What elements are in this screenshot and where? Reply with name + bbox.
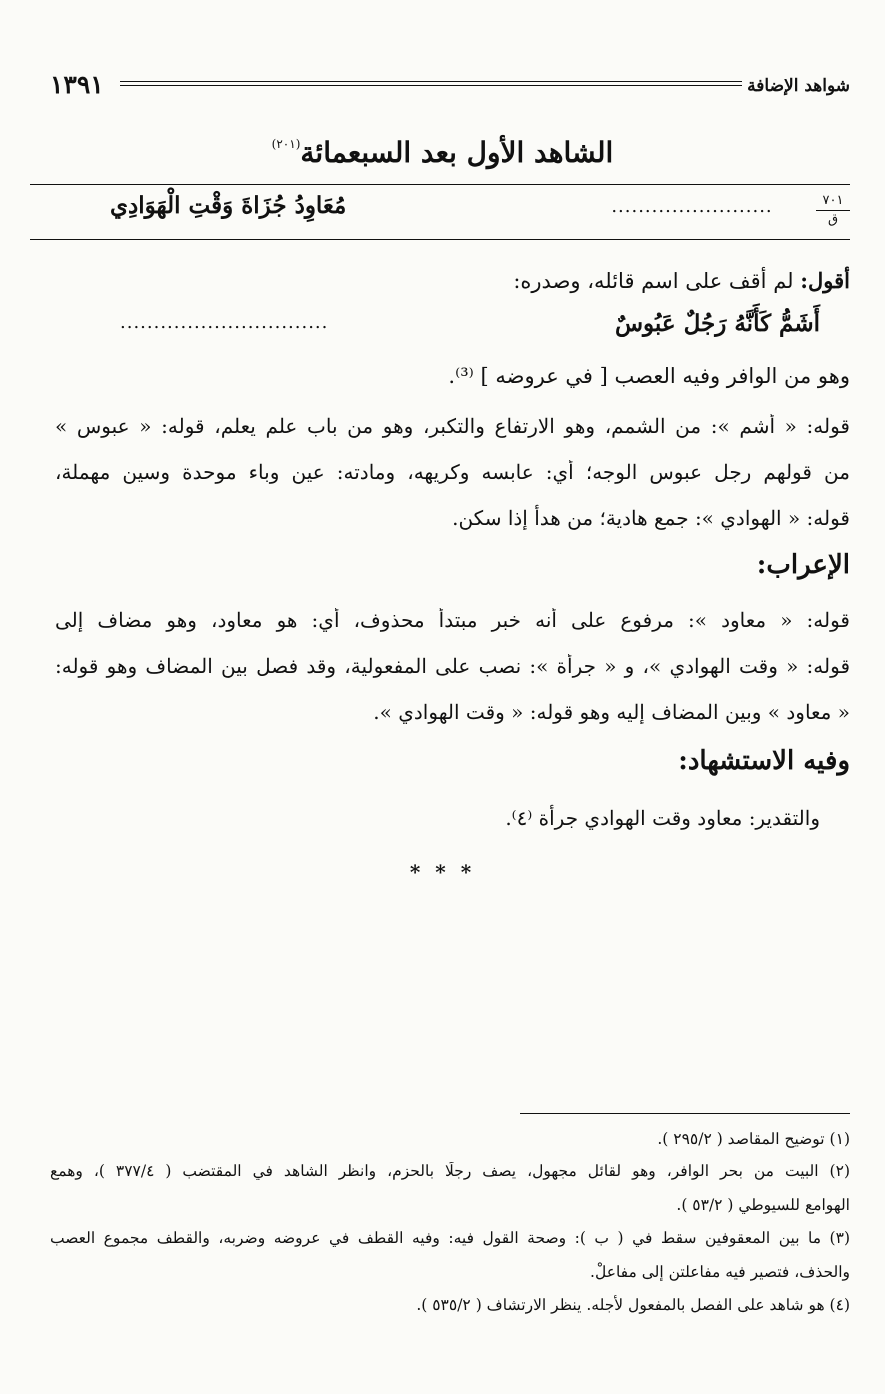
irab-heading: الإعراب: [756, 550, 850, 580]
footnote-rule [520, 1113, 850, 1114]
vocab-line-2: من قولهم رجل عبوس الوجه؛ أي: عابسه وكريهه، ومادته: عين وباء موحدة وسين مهملة، [55, 460, 850, 484]
poem-text: أَشَمُّ كَأَنَّهُ رَجُلٌ عَبُوسٌ [614, 310, 820, 337]
vocab-line-1: قوله: « أشم »: من الشمم، وهو الارتفاع والتكبر، وهو من باب علم يعلم، قوله: « عبوس » [55, 414, 850, 438]
irab-line-2: قوله: « وقت الهوادي »، و « جرأة »: نصب على المفعولية، وقد فصل بين المضاف وهو قوله: [55, 654, 850, 678]
section-title-text: الشاهد الأول بعد السبعمائة [300, 136, 614, 169]
footnote-2-line-2: الهوامع للسيوطي ( ٥٣/٢ ). [676, 1196, 850, 1214]
running-header [50, 70, 850, 100]
page-number: ١٣٩١ [50, 70, 104, 99]
verse-header [30, 188, 850, 240]
verse-top-rule [30, 184, 850, 185]
poem-dots: ............................... [120, 312, 329, 333]
irab-line-3: « معاود » وبين المضاف إليه وهو قوله: « وقت الهوادي ». [373, 700, 850, 724]
verse-bottom-rule [30, 239, 850, 240]
verse-text: مُعَاوِدُ جُزَاةَ وَقْتِ الْهَوَادِي [110, 192, 347, 219]
poem-line [60, 310, 820, 346]
meter-line: وهو من الوافر وفيه العصب [ في عروضه ] ⁽³⁾. [448, 364, 850, 388]
irab-line-1: قوله: « معاود »: مرفوع على أنه خبر مبتدأ محذوف، أي: هو معاود، وهو مضاف إلى [55, 608, 850, 632]
verse-dots: ........................ [611, 196, 773, 217]
running-title: شواهد الإضافة [747, 76, 850, 96]
intro-text: لم أقف على اسم قائله، وصدره: [513, 269, 794, 293]
verse-number-main: ٧٠١ [816, 194, 850, 211]
section-title [0, 136, 885, 169]
footnote-3-line-1: (٣) ما بين المعقوفين سقط في ( ب ): وصحة القول فيه: وفيه القطف في عروضه وضربه، والقطف مجموع العصب [50, 1229, 850, 1247]
footnote-2-line-1: (٢) البيت من بحر الوافر، وهو لقائل مجهول، يصف رجلًا بالحزم، وانظر الشاهد في المقتضب ( ٣٧٧/٤ )، وهمع [50, 1162, 850, 1180]
intro-label: أقول: [800, 268, 850, 293]
istishhad-line: والتقدير: معاود وقت الهوادي جرأة ⁽٤⁾. [505, 806, 820, 830]
footnote-4: (٤) هو شاهد على الفصل بالمفعول لأجله. ينظر الارتشاف ( ٥٣٥/٢ ). [416, 1296, 850, 1314]
footnote-3-line-2: والحذف، فتصير فيه مفاعلتن إلى مفاعلْ. [590, 1263, 850, 1281]
istishhad-heading: وفيه الاستشهاد: [678, 746, 850, 776]
header-double-rule [120, 81, 742, 86]
section-separator: * * * [409, 860, 476, 884]
verse-number-sub: ق [827, 212, 839, 227]
vocab-line-3: قوله: « الهوادي »: جمع هادية؛ من هدأ إذا سكن. [452, 506, 850, 530]
section-title-footnote-ref: (٢٠١) [271, 137, 301, 151]
intro-line [513, 268, 850, 293]
verse-number [816, 194, 850, 227]
footnote-1: (١) توضيح المقاصد ( ٢٩٥/٢ ). [657, 1130, 850, 1148]
